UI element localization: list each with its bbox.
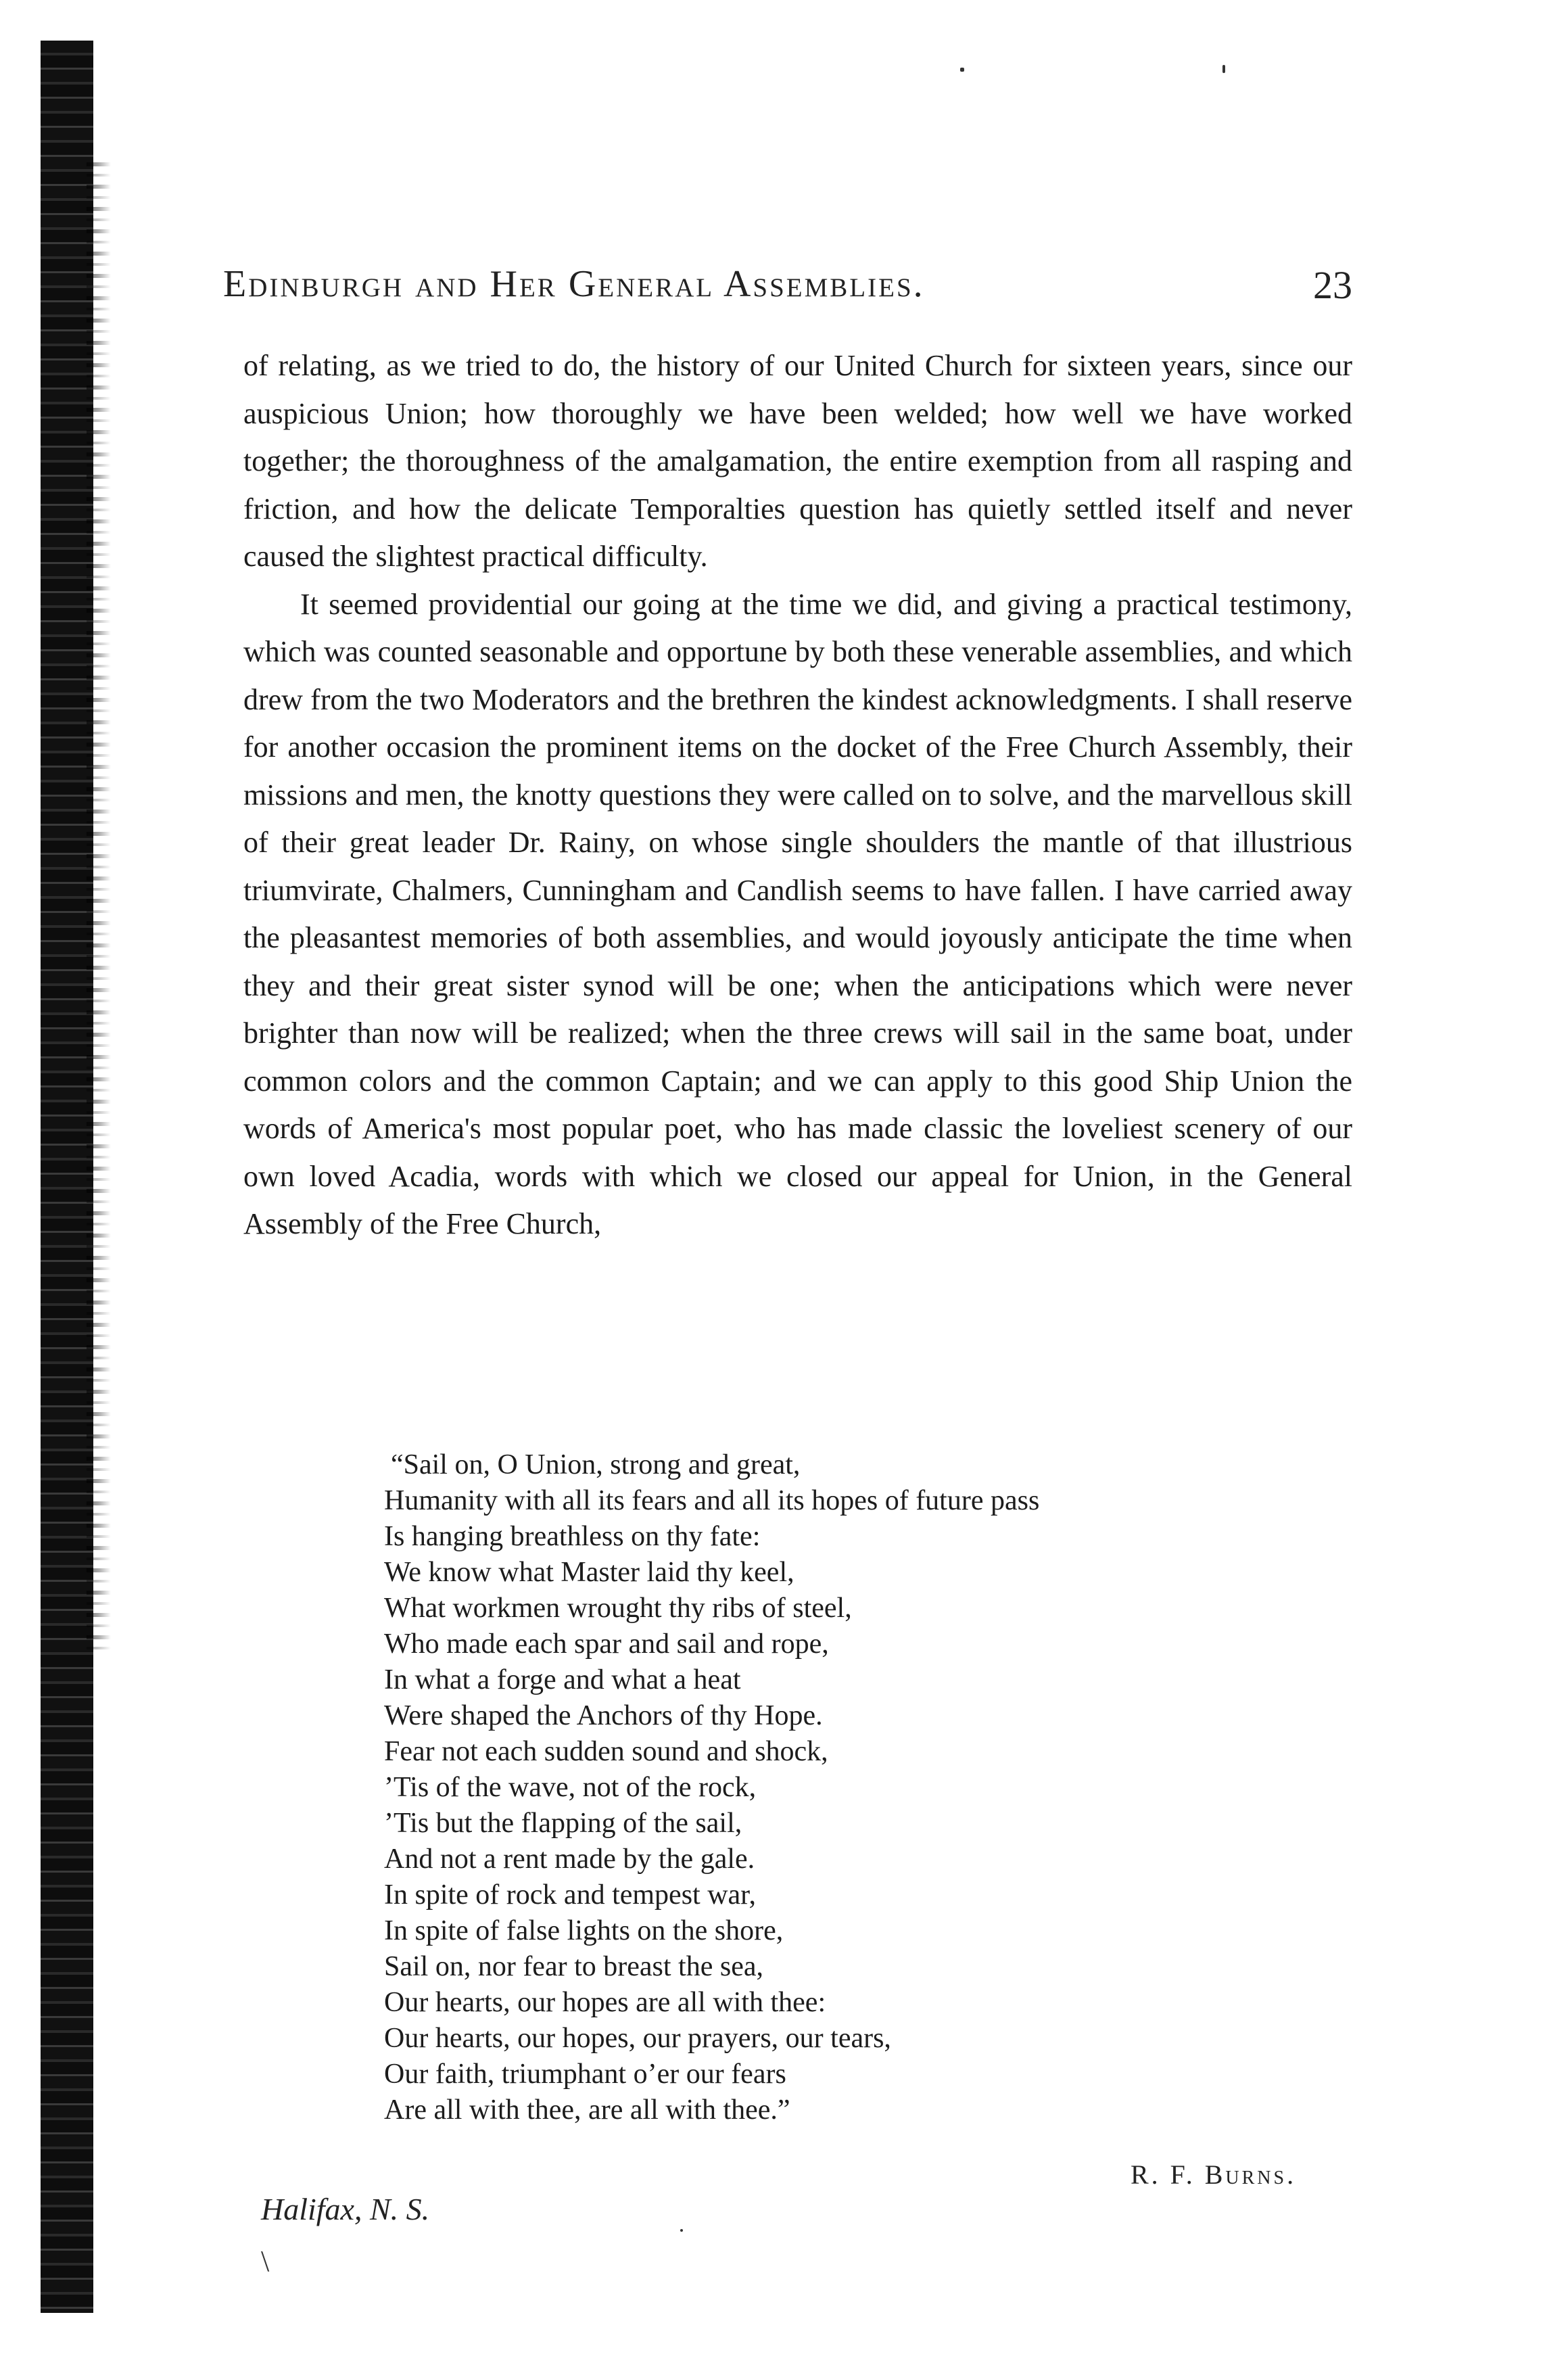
poem-line: Is hanging breathless on thy fate: (384, 1521, 761, 1552)
quoted-poem (384, 1447, 1331, 2128)
scan-speck (1222, 65, 1225, 73)
poem-line: Humanity with all its fears and all its hopes of future pass (384, 1485, 1040, 1516)
poem-line: ’Tis but the flapping of the sail, (384, 1808, 742, 1839)
paragraph: It seemed providential our going at the time we did, and giving a practical testimony, which was counted seasonable and opportune by both these venerable assemblies, and which drew from the two Moderators and the brethren the kindest acknowledgments. I shall reserve for another occasion the prominent items on the docket of the Free Church Assembly, their missions and men, the knotty questions they were called on to solve, and the marvellous skill of their great leader Dr. Rainy, on whose single shoulders the mantle of that illustrious triumvirate, Chalmers, Cunningham and Candlish seems to have fallen. I have carried away the pleasantest memories of both assemblies, and would joyously anticipate the time when they and their great sister synod will be one; when the anticipations which were never brighter than now will be realized; when the three crews will sail in the same boat, under common colors and the common Captain; and we can apply to this good Ship Union the words of America's most popular poet, who has made classic the loveliest scenery of our own loved Acadia, words with which we closed our appeal for Union, in the General Assembly of the Free Church, (243, 587, 1352, 1240)
scan-speck (680, 2229, 683, 2232)
poem-line: What workmen wrought thy ribs of steel, (384, 1593, 852, 1624)
place-line: Halifax, N. S. (261, 2192, 430, 2226)
poem-line: Who made each spar and sail and rope, (384, 1628, 829, 1660)
poem-line: Are all with thee, are all with thee.” (384, 2094, 790, 2126)
body-text (243, 342, 1352, 1248)
scanned-binding-edge (41, 41, 93, 2313)
poem-line: Our hearts, our hopes are all with thee: (384, 1987, 826, 2018)
scanned-binding-shadow (87, 162, 111, 1650)
poem-line: We know what Master laid thy keel, (384, 1557, 794, 1588)
poem-line: Sail on, nor fear to breast the sea, (384, 1951, 763, 1982)
poem-line: In spite of rock and tempest war, (384, 1879, 756, 1911)
poem-line: “Sail on, O Union, strong and great, (391, 1449, 801, 1480)
poem-line: Our hearts, our hopes, our prayers, our tears, (384, 2023, 891, 2054)
poem-line: Were shaped the Anchors of thy Hope. (384, 1700, 823, 1731)
scan-speck (960, 68, 964, 72)
stray-mark: \ (261, 2245, 270, 2278)
poem-line: In spite of false lights on the shore, (384, 1915, 784, 1946)
poem-line: Fear not each sudden sound and shock, (384, 1736, 828, 1767)
running-head-title: Edinburgh and Her General Assemblies. (223, 263, 925, 305)
running-head (223, 262, 1352, 317)
poem-line: ’Tis of the wave, not of the rock, (384, 1772, 757, 1803)
poem-line: In what a forge and what a heat (384, 1664, 741, 1695)
poem-line: And not a rent made by the gale. (384, 1844, 755, 1875)
paragraph-continued: of relating, as we tried to do, the history of our United Church for sixteen years, since our auspicious Union; how thoroughly we have been welded; how well we have worked together; the thoroughness of the amalgamation, the entire exemption from all rasping and friction, and how the delicate Temporalties question has quietly settled itself and never caused the slightest practical difficulty. (243, 349, 1352, 573)
author-signature: R. F. Burns. (1131, 2159, 1297, 2190)
page-number: 23 (1313, 263, 1352, 307)
poem-line: Our faith, triumphant o’er our fears (384, 2059, 786, 2090)
